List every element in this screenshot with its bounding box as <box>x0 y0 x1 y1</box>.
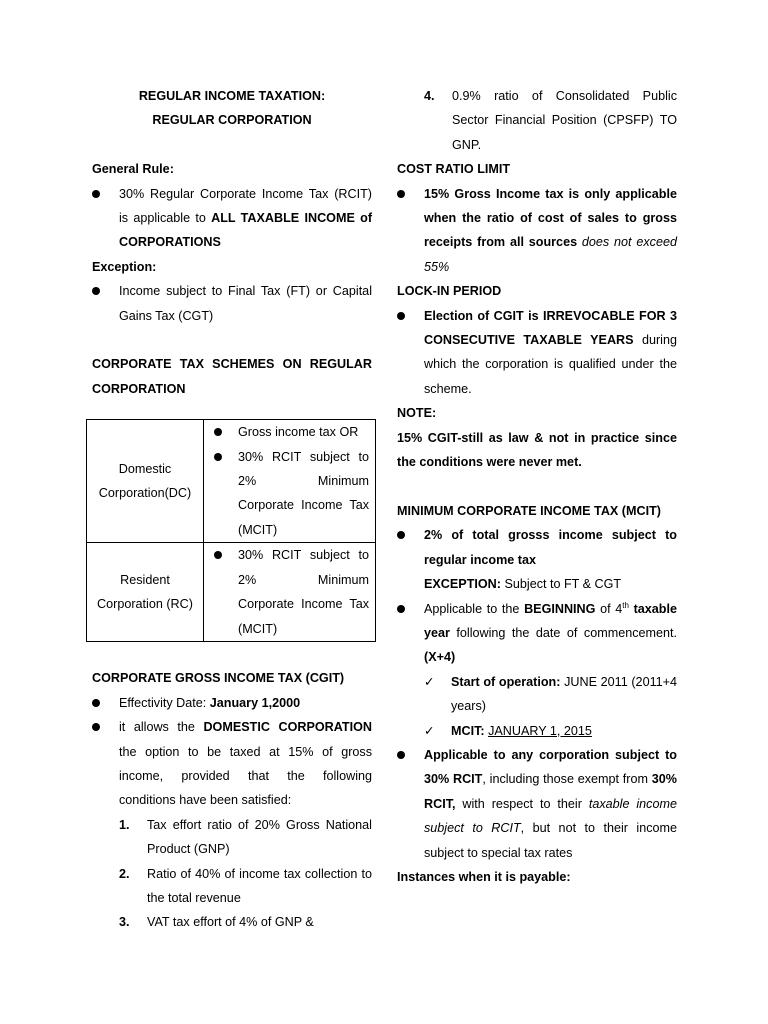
mcit-exception-label: EXCEPTION: <box>424 577 501 592</box>
cgit-heading: CORPORATE GROSS INCOME TAX (CGIT) <box>92 671 345 686</box>
mcit-b3-bold2: 30% RCIT, <box>424 772 677 811</box>
left-column <box>92 84 372 935</box>
condition-text: Tax effort ratio of 20% Gross National Product (GNP) <box>147 817 372 857</box>
checkmark-icon: ✓ <box>424 674 435 689</box>
lockin-bold: IRREVOCABLE FOR 3 CONSECUTIVE TAXABLE YEARS <box>424 308 677 348</box>
schemes-heading: CORPORATE TAX SCHEMES ON REGULAR CORPORATION <box>92 357 372 396</box>
list-item-text: 30% RCIT subject to 2% Minimum Corporate Income Tax (MCIT) <box>238 449 369 537</box>
check2-value: JANUARY 1, 2015 <box>488 723 592 738</box>
mcit-b1-text: 2% of total grosss income subject to regular income tax <box>424 528 677 567</box>
lockin-heading: LOCK-IN PERIOD <box>397 284 502 299</box>
condition-text: VAT tax effort of 4% of GNP & <box>147 915 314 930</box>
condition-text: Ratio of 40% of income tax collection to the total revenue <box>147 866 372 905</box>
condition-3 <box>92 910 372 934</box>
condition-4 <box>397 84 677 157</box>
mcit-b3-post: , but not to their income subject to special tax rates <box>424 821 677 860</box>
condition-1 <box>92 813 372 862</box>
condition-number: 1. <box>119 817 130 832</box>
check1-value: JUNE 2011 (2011+4 years) <box>451 674 678 714</box>
instances-heading: Instances when it is payable: <box>397 869 571 884</box>
mcit-b2-post: following the date of commencement. <box>449 625 677 640</box>
condition-2 <box>92 862 372 911</box>
bullet-icon <box>92 723 100 731</box>
mcit-b3-mid2: with respect to their <box>455 796 589 811</box>
bullet-icon <box>92 699 100 707</box>
condition-text: 0.9% ratio of Consolidated Public Sector Financial Position (CPSFP) TO GNP. <box>452 89 677 152</box>
bullet-icon <box>92 287 100 295</box>
cgit-effectivity <box>92 691 372 715</box>
table-cell-domestic-items <box>204 420 376 543</box>
bullet-icon <box>214 551 222 559</box>
mcit-heading: MINIMUM CORPORATE INCOME TAX (MCIT) <box>397 503 661 518</box>
mcit-b3-italic: taxable income subject to RCIT <box>424 796 677 836</box>
cost-ratio-bullet <box>397 182 677 280</box>
cost-ratio-heading: COST RATIO LIMIT <box>397 162 511 177</box>
note-text: 15% CGIT-still as law & not in practice since the conditions were never met. <box>397 430 677 470</box>
table-cell-resident-items <box>204 543 376 642</box>
mcit-check-1 <box>397 670 677 719</box>
check2-label: MCIT: <box>451 723 485 738</box>
mcit-b2-bold2: taxable year <box>424 601 677 640</box>
list-item-text: 30% RCIT subject to 2% Minimum Corporate Income Tax (MCIT) <box>238 548 369 636</box>
mcit-b2-x: (X+4) <box>424 650 456 665</box>
exception-text: Income subject to Final Tax (FT) or Capital Gains Tax (CGT) <box>119 284 372 323</box>
bullet-icon <box>397 605 405 613</box>
lockin-pre: Election of CGIT is <box>424 308 543 323</box>
bullet-icon <box>397 190 405 198</box>
allows-text: it allows the <box>119 720 204 735</box>
mcit-b2-mid: of 4 <box>595 601 623 616</box>
mcit-b3-pre: Applicable to any corporation subject to 30% RCIT <box>424 747 677 787</box>
mcit-bullet-3 <box>397 743 677 865</box>
effectivity-date: January 1,2000 <box>209 695 301 710</box>
cgit-allows <box>92 715 372 813</box>
table-row <box>87 543 376 642</box>
general-rule-text: 30% Regular Corporate Income Tax (RCIT) is applicable to <box>119 186 372 226</box>
condition-number: 4. <box>424 89 435 103</box>
general-rule-bullet <box>92 182 372 255</box>
condition-number: 2. <box>119 866 130 881</box>
condition-number: 3. <box>119 915 130 930</box>
table-cell-domestic: Domestic Corporation(DC) <box>87 420 204 543</box>
lockin-bullet <box>397 304 677 402</box>
bullet-icon <box>397 751 405 759</box>
list-item <box>210 445 369 543</box>
mcit-exception-text: Subject to FT & CGT <box>500 577 622 592</box>
mcit-check-2 <box>397 719 677 743</box>
mcit-b2-sup: th <box>622 600 629 610</box>
title-line-1: REGULAR INCOME TAXATION: <box>138 89 326 103</box>
list-item <box>210 543 369 641</box>
table-cell-resident: Resident Corporation (RC) <box>87 543 204 642</box>
table-row <box>87 420 376 543</box>
bullet-icon <box>92 190 100 198</box>
cost-ratio-italic: does not exceed 55% <box>424 235 677 274</box>
note-heading: NOTE: <box>397 406 437 421</box>
allows-post: the option to be taxed at 15% of gross income, provided that the following conditions have been satisfied: <box>119 744 372 808</box>
bullet-icon <box>397 312 405 320</box>
list-item <box>210 420 369 444</box>
mcit-b2-pre: Applicable to the <box>424 601 525 616</box>
mcit-b3-mid: , including those exempt from <box>482 772 652 787</box>
bullet-icon <box>397 531 405 539</box>
right-column <box>397 84 677 889</box>
mcit-b2-bold: BEGINNING <box>524 601 596 616</box>
checkmark-icon: ✓ <box>424 723 435 738</box>
cost-ratio-text: 15% Gross Income tax is only applicable when the ratio of cost of sales to gross receipts from all sources <box>424 186 677 250</box>
title-line-2: REGULAR CORPORATION <box>152 113 312 128</box>
bullet-icon <box>214 453 222 461</box>
bullet-icon <box>214 428 222 436</box>
exception-bullet <box>92 279 372 328</box>
exception-heading: Exception: <box>92 259 157 274</box>
lockin-post: during which the corporation is qualified under the scheme. <box>424 333 677 396</box>
general-rule-bold: ALL TAXABLE INCOME of CORPORATIONS <box>119 211 373 250</box>
effectivity-label: Effectivity Date: <box>119 695 210 710</box>
schemes-table <box>86 419 376 642</box>
general-rule-heading: General Rule: <box>92 162 174 177</box>
mcit-bullet-2 <box>397 597 677 670</box>
list-item-text: Gross income tax OR <box>238 425 359 440</box>
check1-label: Start of operation: <box>451 674 561 689</box>
mcit-bullet-1 <box>397 523 677 596</box>
allows-bold: DOMESTIC CORPORATION <box>203 720 372 735</box>
